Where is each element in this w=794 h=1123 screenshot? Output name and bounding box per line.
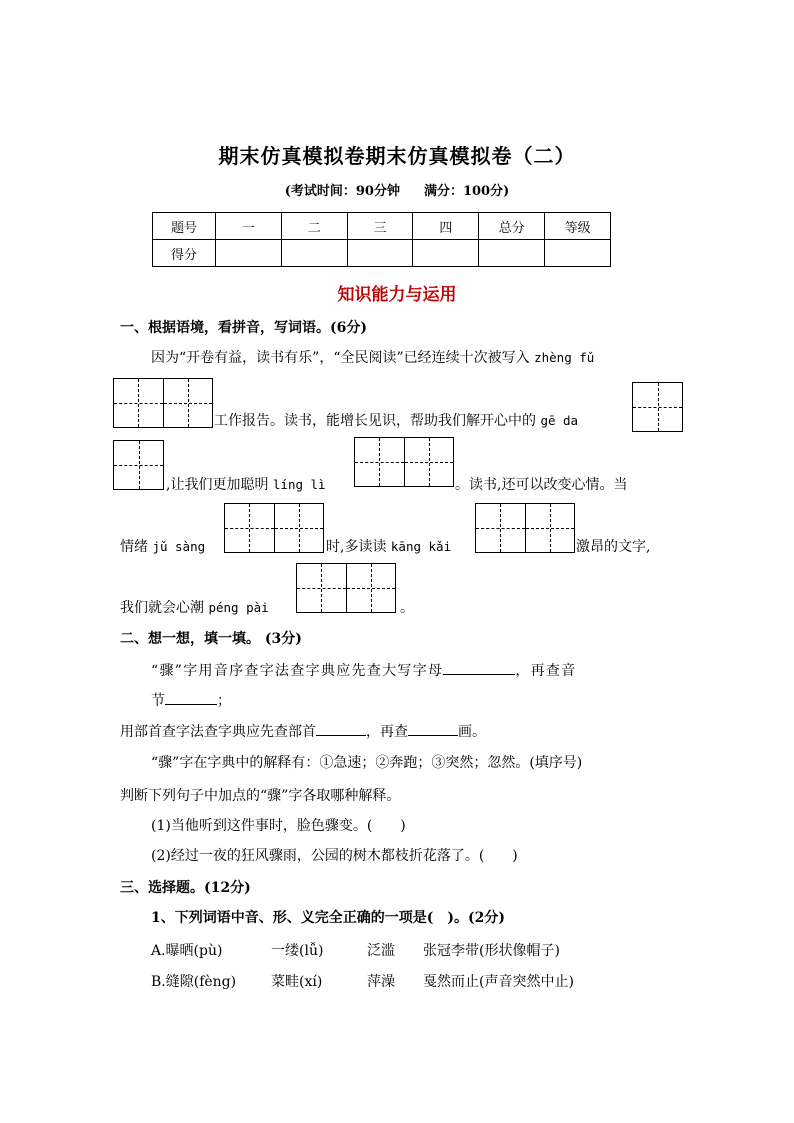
q2-text: 用部首查字法查字典应先查部首 (120, 724, 316, 740)
option-text: 张冠李带(形状像帽子) (423, 943, 560, 959)
option-text: 菜畦(xí) (271, 974, 323, 990)
tian-cell[interactable] (525, 504, 574, 552)
score-input-cell[interactable] (216, 240, 282, 267)
score-table-score-row (153, 240, 611, 267)
option-text: 泛滥 (367, 943, 395, 959)
table-cell: 题号 (153, 213, 216, 240)
q1-text: ,让我们更加聪明 (166, 477, 269, 493)
score-input-cell[interactable] (545, 240, 611, 267)
tian-box-pengpai[interactable] (296, 563, 396, 613)
tian-cell[interactable] (274, 504, 323, 552)
tian-cell[interactable] (346, 564, 395, 612)
q2-line2 (151, 690, 231, 710)
tian-cell[interactable] (355, 438, 404, 486)
pinyin-lingli: líng lì (272, 477, 326, 492)
option-text: 萍澡 (367, 974, 395, 990)
option-text: 一缕(lǚ) (271, 943, 324, 959)
q1-text: 工作报告。读书，能增长见识，帮助我们解开心中的 (214, 413, 536, 429)
q1-line5 (120, 597, 269, 617)
q1-text: 我们就会心潮 (120, 600, 204, 616)
q2-text: “骤”字用音序查字法查字典应先查大写字母 (151, 663, 444, 679)
q1-text: 时,多读读 (326, 539, 387, 555)
page-title: 期末仿真模拟卷期末仿真模拟卷（二） (218, 144, 576, 168)
answer-blank[interactable] (408, 721, 458, 736)
q2-text: ，再查音 (515, 663, 577, 679)
exam-full-score: 满分：100分) (423, 184, 510, 199)
tian-box-lingli[interactable] (354, 437, 454, 487)
q2-line1 (151, 660, 577, 680)
q2-line4: “骤”字在字典中的解释有：①急速；②奔跑；③突然；忽然。(填序号) (151, 755, 583, 771)
tian-cell[interactable] (476, 504, 525, 552)
answer-blank[interactable] (165, 690, 217, 705)
q1-heading: 一、根据语境，看拼音，写词语。(6分) (120, 320, 367, 336)
tian-box-geda-2[interactable] (113, 440, 164, 490)
q1-line4a (120, 536, 205, 556)
option-text: 戛然而止(声音突然中止) (423, 974, 574, 990)
q2-text: 画。 (458, 724, 486, 740)
score-input-cell[interactable] (413, 240, 479, 267)
table-cell: 等级 (545, 213, 611, 240)
exam-info (0, 180, 794, 199)
table-cell: 四 (413, 213, 479, 240)
score-table (152, 212, 611, 267)
table-cell: 二 (281, 213, 347, 240)
table-cell: 一 (216, 213, 282, 240)
tian-box-kangkai[interactable] (475, 503, 575, 553)
pinyin-jusang: jǔ sàng (152, 539, 206, 554)
q1-line3b: 。读书,还可以改变心情。当 (455, 477, 628, 493)
score-input-cell[interactable] (347, 240, 413, 267)
section-heading: 知识能力与运用 (337, 285, 457, 305)
option-text: B.缝隙(fèng) (151, 974, 237, 990)
tian-box-jusang[interactable] (224, 503, 324, 553)
q1-line4b (326, 536, 451, 556)
pinyin-zhengfu: zhèng fǔ (534, 350, 595, 365)
q1-line1 (151, 347, 594, 367)
q1-text: 情绪 (120, 539, 148, 555)
answer-blank[interactable] (443, 660, 515, 675)
tian-cell[interactable] (114, 379, 163, 427)
pinyin-pengpai: péng pài (208, 600, 269, 615)
q1-line2 (214, 410, 578, 430)
tian-cell[interactable] (404, 438, 453, 486)
score-table-header-row (153, 213, 611, 240)
tian-box-geda-1[interactable] (632, 382, 683, 432)
q2-line5: 判断下列句子中加点的“骤”字各取哪种解释。 (120, 788, 401, 804)
score-input-cell[interactable] (479, 240, 545, 267)
q1-text: 因为“开卷有益，读书有乐”，“全民阅读”已经连续十次被写入 (151, 350, 530, 366)
exam-time: (考试时间：90分钟 (284, 184, 400, 199)
q2-heading: 二、想一想，填一填。 (3分) (120, 631, 302, 647)
tian-cell[interactable] (633, 383, 682, 431)
table-cell: 总分 (479, 213, 545, 240)
tian-cell[interactable] (163, 379, 212, 427)
q2-sentence-1: (1)当他听到这件事时，脸色骤变。( ) (151, 818, 406, 834)
pinyin-kangkai: kāng kǎi (390, 539, 452, 554)
q1-line4c: 激昂的文字, (576, 539, 651, 555)
tian-box-zhengfu[interactable] (113, 378, 213, 428)
q1-line3 (166, 474, 326, 494)
q2-text: 节 (151, 693, 165, 709)
tian-cell[interactable] (225, 504, 274, 552)
q2-text: ； (217, 693, 231, 709)
q2-line3 (120, 721, 486, 741)
tian-cell[interactable] (297, 564, 346, 612)
score-input-cell[interactable] (281, 240, 347, 267)
q3-sub1: 1、下列词语中音、形、义完全正确的一项是( )。(2分) (151, 910, 505, 926)
q1-line5b: 。 (400, 600, 414, 616)
answer-blank[interactable] (316, 721, 366, 736)
pinyin-geda: gē da (540, 413, 579, 428)
option-text: A.曝晒(pù) (151, 943, 223, 959)
q3-heading: 三、选择题。(12分) (120, 880, 251, 896)
tian-cell[interactable] (114, 441, 163, 489)
table-cell: 三 (347, 213, 413, 240)
q2-sentence-2: (2)经过一夜的狂风骤雨，公园的树木都枝折花落了。( ) (151, 848, 518, 864)
q2-text: ，再查 (366, 724, 408, 740)
table-cell: 得分 (153, 240, 216, 267)
